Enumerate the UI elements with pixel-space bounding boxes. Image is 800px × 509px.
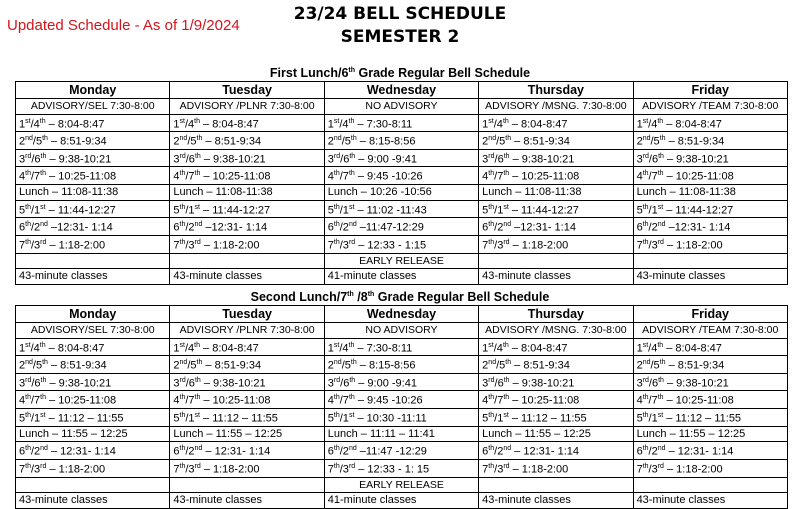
schedule-cell: 4th/7th – 10:25-11:08 xyxy=(633,391,787,409)
schedule-cell: Lunch – 11:08-11:38 xyxy=(633,185,787,201)
schedule-cell: 43-minute classes xyxy=(633,493,787,509)
schedule-cell: 2nd/5th – 8:51-9:34 xyxy=(170,132,324,150)
day-header-wednesday: Wednesday xyxy=(324,82,478,99)
schedule-cell xyxy=(170,477,324,493)
schedule-cell: 4th/7th – 10:25-11:08 xyxy=(479,391,633,409)
schedule-cell: 7th/3rd – 1:18-2:00 xyxy=(479,235,633,253)
schedule-cell: 2nd/5th – 8:51-9:34 xyxy=(16,356,170,374)
schedule-cell: 41-minute classes xyxy=(324,269,478,285)
schedule-cell: 3rd/6th – 9:38-10:21 xyxy=(170,149,324,167)
schedule-cell: Lunch – 10:26 -10:56 xyxy=(324,185,478,201)
schedule-cell: 3rd/6th – 9:38-10:21 xyxy=(479,373,633,391)
first-lunch-schedule-title: First Lunch/6th Grade Regular Bell Schedule xyxy=(269,66,531,80)
schedule-cell: 7th/3rd – 1:18-2:00 xyxy=(16,459,170,477)
day-header-friday: Friday xyxy=(633,306,787,323)
schedule-cell: ADVISORY /PLNR 7:30-8:00 xyxy=(170,99,324,115)
schedule-cell: 5th/1st – 11:12 – 11:55 xyxy=(633,409,787,427)
schedule-cell: 43-minute classes xyxy=(170,493,324,509)
table-row xyxy=(16,426,788,442)
schedule-cell: NO ADVISORY xyxy=(324,99,478,115)
schedule-cell: 5th/1st – 11:12 – 11:55 xyxy=(16,409,170,427)
schedule-cell: Lunch – 11:55 – 12:25 xyxy=(479,426,633,442)
schedule-cell: 3rd/6th – 9:38-10:21 xyxy=(170,373,324,391)
table-row xyxy=(16,149,788,167)
table-row xyxy=(16,493,788,509)
schedule-cell: 43-minute classes xyxy=(479,269,633,285)
schedule-cell: 1st/4th – 8:04-8:47 xyxy=(633,338,787,356)
schedule-cell: 41-minute classes xyxy=(324,493,478,509)
schedule-cell: 1st/4th – 8:04-8:47 xyxy=(16,338,170,356)
schedule-cell xyxy=(16,253,170,269)
schedule-cell: 5th/1st – 11:02 -11:43 xyxy=(324,200,478,218)
schedule-cell: Lunch – 11:11 – 11:41 xyxy=(324,426,478,442)
table-row xyxy=(16,235,788,253)
day-header-monday: Monday xyxy=(16,306,170,323)
schedule-cell: 43-minute classes xyxy=(479,493,633,509)
schedule-cell: 4th/7th – 10:25-11:08 xyxy=(633,167,787,185)
schedule-cell: 5th/1st – 11:44-12:27 xyxy=(479,200,633,218)
schedule-cell: 1st/4th – 8:04-8:47 xyxy=(170,338,324,356)
schedule-cell: ADVISORY /MSNG. 7:30-8:00 xyxy=(479,323,633,339)
schedule-cell: ADVISORY /PLNR 7:30-8:00 xyxy=(170,323,324,339)
first-lunch-schedule-table xyxy=(15,81,788,285)
table-row xyxy=(16,442,788,460)
schedule-cell: 6th/2nd –12:31- 1:14 xyxy=(16,218,170,236)
day-header-row xyxy=(16,82,788,99)
day-header-friday: Friday xyxy=(633,82,787,99)
table-row xyxy=(16,391,788,409)
second-lunch-schedule-title: Second Lunch/7th /8th Grade Regular Bell Schedule xyxy=(250,290,550,304)
schedule-cell: Lunch – 11:08-11:38 xyxy=(16,185,170,201)
updated-schedule-note: Updated Schedule - As of 1/9/2024 xyxy=(7,17,240,34)
schedule-cell: 6th/2nd – 12:31- 1:14 xyxy=(16,442,170,460)
schedule-cell: 5th/1st – 11:12 – 11:55 xyxy=(479,409,633,427)
table-row xyxy=(16,356,788,374)
schedule-cell: Lunch – 11:55 – 12:25 xyxy=(170,426,324,442)
schedule-cell: 2nd/5th – 8:51-9:34 xyxy=(633,132,787,150)
schedule-cell: Lunch – 11:08-11:38 xyxy=(479,185,633,201)
schedule-cell: 3rd/6th – 9:00 -9:41 xyxy=(324,373,478,391)
schedule-cell: 4th/7th – 10:25-11:08 xyxy=(16,167,170,185)
schedule-cell: 6th/2nd – 12:31- 1:14 xyxy=(633,442,787,460)
table-row xyxy=(16,253,788,269)
schedule-cell xyxy=(479,253,633,269)
schedule-cell: 1st/4th – 8:04-8:47 xyxy=(479,114,633,132)
schedule-cell xyxy=(170,253,324,269)
schedule-cell: 2nd/5th – 8:51-9:34 xyxy=(170,356,324,374)
schedule-cell: 3rd/6th – 9:38-10:21 xyxy=(633,149,787,167)
schedule-cell: 2nd/5th – 8:15-8:56 xyxy=(324,356,478,374)
schedule-cell: 1st/4th – 8:04-8:47 xyxy=(479,338,633,356)
table-row xyxy=(16,132,788,150)
table-row xyxy=(16,477,788,493)
schedule-cell: 5th/1st – 11:44-12:27 xyxy=(16,200,170,218)
schedule-cell: 2nd/5th – 8:51-9:34 xyxy=(633,356,787,374)
schedule-cell: ADVISORY/SEL 7:30-8:00 xyxy=(16,99,170,115)
schedule-cell: 43-minute classes xyxy=(170,269,324,285)
table-row xyxy=(16,338,788,356)
schedule-cell: 3rd/6th – 9:38-10:21 xyxy=(16,149,170,167)
schedule-cell: 2nd/5th – 8:51-9:34 xyxy=(479,356,633,374)
schedule-cell: EARLY RELEASE xyxy=(324,477,478,493)
table-row xyxy=(16,269,788,285)
day-header-monday: Monday xyxy=(16,82,170,99)
schedule-cell: 4th/7th – 9:45 -10:26 xyxy=(324,391,478,409)
schedule-cell: 7th/3rd – 1:18-2:00 xyxy=(479,459,633,477)
schedule-cell: 2nd/5th – 8:51-9:34 xyxy=(479,132,633,150)
schedule-cell xyxy=(479,477,633,493)
schedule-cell: 1st/4th – 7:30-8:11 xyxy=(324,114,478,132)
day-header-tuesday: Tuesday xyxy=(170,306,324,323)
schedule-cell: 6th/2nd – 12:31- 1:14 xyxy=(479,442,633,460)
schedule-cell: 1st/4th – 8:04-8:47 xyxy=(16,114,170,132)
table-row xyxy=(16,218,788,236)
schedule-cell: 6th/2nd – 12:31- 1:14 xyxy=(170,442,324,460)
schedule-cell: 2nd/5th – 8:15-8:56 xyxy=(324,132,478,150)
schedule-cell: 5th/1st – 11:44-12:27 xyxy=(633,200,787,218)
table-row xyxy=(16,409,788,427)
schedule-cell: ADVISORY /MSNG. 7:30-8:00 xyxy=(479,99,633,115)
schedule-cell: ADVISORY /TEAM 7:30-8:00 xyxy=(633,323,787,339)
schedule-cell: 4th/7th – 10:25-11:08 xyxy=(170,391,324,409)
schedule-cell: 4th/7th – 9:45 -10:26 xyxy=(324,167,478,185)
schedule-cell: 1st/4th – 7:30-8:11 xyxy=(324,338,478,356)
schedule-cell: Lunch – 11:55 – 12:25 xyxy=(633,426,787,442)
table-row xyxy=(16,459,788,477)
schedule-cell: 6th/2nd –12:31- 1:14 xyxy=(633,218,787,236)
schedule-cell xyxy=(633,253,787,269)
schedule-cell: 7th/3rd – 1:18-2:00 xyxy=(16,235,170,253)
schedule-cell: 5th/1st – 11:12 – 11:55 xyxy=(170,409,324,427)
schedule-cell: 6th/2nd –11:47 -12:29 xyxy=(324,442,478,460)
schedule-cell: 7th/3rd – 1:18-2:00 xyxy=(633,235,787,253)
table-row xyxy=(16,373,788,391)
day-header-thursday: Thursday xyxy=(479,82,633,99)
day-header-wednesday: Wednesday xyxy=(324,306,478,323)
schedule-cell: 4th/7th – 10:25-11:08 xyxy=(170,167,324,185)
schedule-cell: NO ADVISORY xyxy=(324,323,478,339)
schedule-cell: 2nd/5th – 8:51-9:34 xyxy=(16,132,170,150)
schedule-cell: 5th/1st – 10:30 -11:11 xyxy=(324,409,478,427)
schedule-cell: 6th/2nd –12:31- 1:14 xyxy=(479,218,633,236)
schedule-cell: 4th/7th – 10:25-11:08 xyxy=(16,391,170,409)
table-row xyxy=(16,114,788,132)
schedule-cell: 3rd/6th – 9:38-10:21 xyxy=(479,149,633,167)
table-row xyxy=(16,167,788,185)
schedule-cell: 6th/2nd –12:31- 1:14 xyxy=(170,218,324,236)
schedule-cell: 4th/7th – 10:25-11:08 xyxy=(479,167,633,185)
schedule-cell: 7th/3rd – 12:33 - 1:15 xyxy=(324,235,478,253)
schedule-cell: ADVISORY/SEL 7:30-8:00 xyxy=(16,323,170,339)
table-row xyxy=(16,323,788,339)
schedule-cell: 7th/3rd – 1:18-2:00 xyxy=(633,459,787,477)
schedule-cell: 3rd/6th – 9:38-10:21 xyxy=(16,373,170,391)
schedule-cell: Lunch – 11:08-11:38 xyxy=(170,185,324,201)
schedule-cell xyxy=(633,477,787,493)
day-header-tuesday: Tuesday xyxy=(170,82,324,99)
schedule-cell: 1st/4th – 8:04-8:47 xyxy=(170,114,324,132)
schedule-cell: EARLY RELEASE xyxy=(324,253,478,269)
schedule-cell: 7th/3rd – 1:18-2:00 xyxy=(170,459,324,477)
schedule-cell: 3rd/6th – 9:00 -9:41 xyxy=(324,149,478,167)
table-row xyxy=(16,99,788,115)
day-header-row xyxy=(16,306,788,323)
table-row xyxy=(16,185,788,201)
schedule-cell: 7th/3rd – 12:33 - 1: 15 xyxy=(324,459,478,477)
second-lunch-schedule-table xyxy=(15,305,788,509)
day-header-thursday: Thursday xyxy=(479,306,633,323)
schedule-cell xyxy=(16,477,170,493)
table-row xyxy=(16,200,788,218)
schedule-cell: Lunch – 11:55 – 12:25 xyxy=(16,426,170,442)
schedule-cell: 6th/2nd –11:47-12:29 xyxy=(324,218,478,236)
schedule-cell: ADVISORY /TEAM 7:30-8:00 xyxy=(633,99,787,115)
schedule-cell: 5th/1st – 11:44-12:27 xyxy=(170,200,324,218)
schedule-cell: 1st/4th – 8:04-8:47 xyxy=(633,114,787,132)
document-title: 23/24 BELL SCHEDULE xyxy=(293,4,507,24)
schedule-cell: 43-minute classes xyxy=(16,493,170,509)
schedule-cell: 43-minute classes xyxy=(633,269,787,285)
schedule-cell: 7th/3rd – 1:18-2:00 xyxy=(170,235,324,253)
document-subtitle: SEMESTER 2 xyxy=(340,27,460,47)
schedule-cell: 43-minute classes xyxy=(16,269,170,285)
schedule-cell: 3rd/6th – 9:38-10:21 xyxy=(633,373,787,391)
